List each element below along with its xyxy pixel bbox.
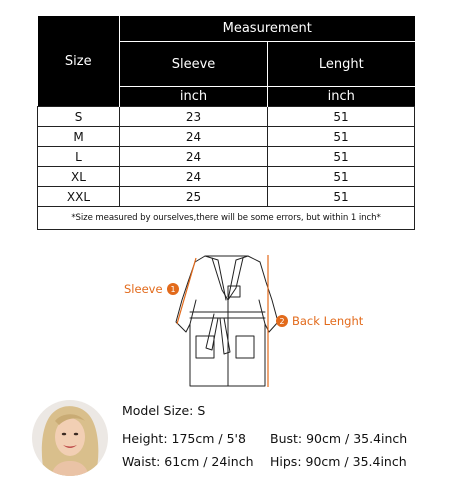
size-cell: XXL bbox=[38, 187, 120, 207]
sleeve-number: 1 bbox=[170, 285, 176, 294]
model-size: Model Size: S bbox=[122, 403, 206, 418]
size-cell: XL bbox=[38, 167, 120, 187]
sleeve-unit: inch bbox=[120, 87, 268, 107]
length-column-header: Lenght bbox=[268, 42, 415, 87]
model-avatar bbox=[31, 399, 109, 477]
size-cell: L bbox=[38, 147, 120, 167]
left-pocket bbox=[196, 336, 214, 358]
length-unit: inch bbox=[268, 87, 415, 107]
table-row bbox=[38, 147, 415, 167]
size-cell: M bbox=[38, 127, 120, 147]
length-cell: 51 bbox=[268, 147, 415, 167]
measurement-header: Measurement bbox=[120, 16, 415, 42]
sleeve-label: Sleeve bbox=[124, 282, 163, 296]
sleeve-cell: 24 bbox=[120, 127, 268, 147]
sleeve-cell: 25 bbox=[120, 187, 268, 207]
sleeve-measure-line bbox=[177, 258, 196, 324]
sleeve-column-header: Sleeve bbox=[120, 42, 268, 87]
table-row bbox=[38, 167, 415, 187]
table-row bbox=[38, 187, 415, 207]
right-pocket bbox=[236, 336, 254, 358]
length-cell: 51 bbox=[268, 167, 415, 187]
size-cell: S bbox=[38, 107, 120, 127]
length-cell: 51 bbox=[268, 187, 415, 207]
back-length-number: 2 bbox=[279, 317, 285, 326]
length-cell: 51 bbox=[268, 127, 415, 147]
model-waist: Waist: 61cm / 24inch bbox=[122, 454, 254, 469]
belt-tie-left bbox=[206, 314, 218, 350]
measurement-note: *Size measured by ourselves,there will be some errors, but within 1 inch* bbox=[38, 207, 415, 230]
sleeve-cell: 24 bbox=[120, 147, 268, 167]
table-row bbox=[38, 127, 415, 147]
size-chart-table bbox=[37, 16, 415, 230]
size-header: Size bbox=[38, 16, 120, 107]
robe-diagram bbox=[118, 248, 288, 394]
length-cell: 51 bbox=[268, 107, 415, 127]
sleeve-cell: 23 bbox=[120, 107, 268, 127]
table-row bbox=[38, 107, 415, 127]
back-length-label: Back Lenght bbox=[292, 314, 364, 328]
model-height: Height: 175cm / 5'8 bbox=[122, 431, 246, 446]
left-lapel bbox=[205, 256, 226, 300]
sleeve-cell: 24 bbox=[120, 167, 268, 187]
model-bust: Bust: 90cm / 35.4inch bbox=[270, 431, 408, 446]
model-hips: Hips: 90cm / 35.4inch bbox=[270, 454, 407, 469]
